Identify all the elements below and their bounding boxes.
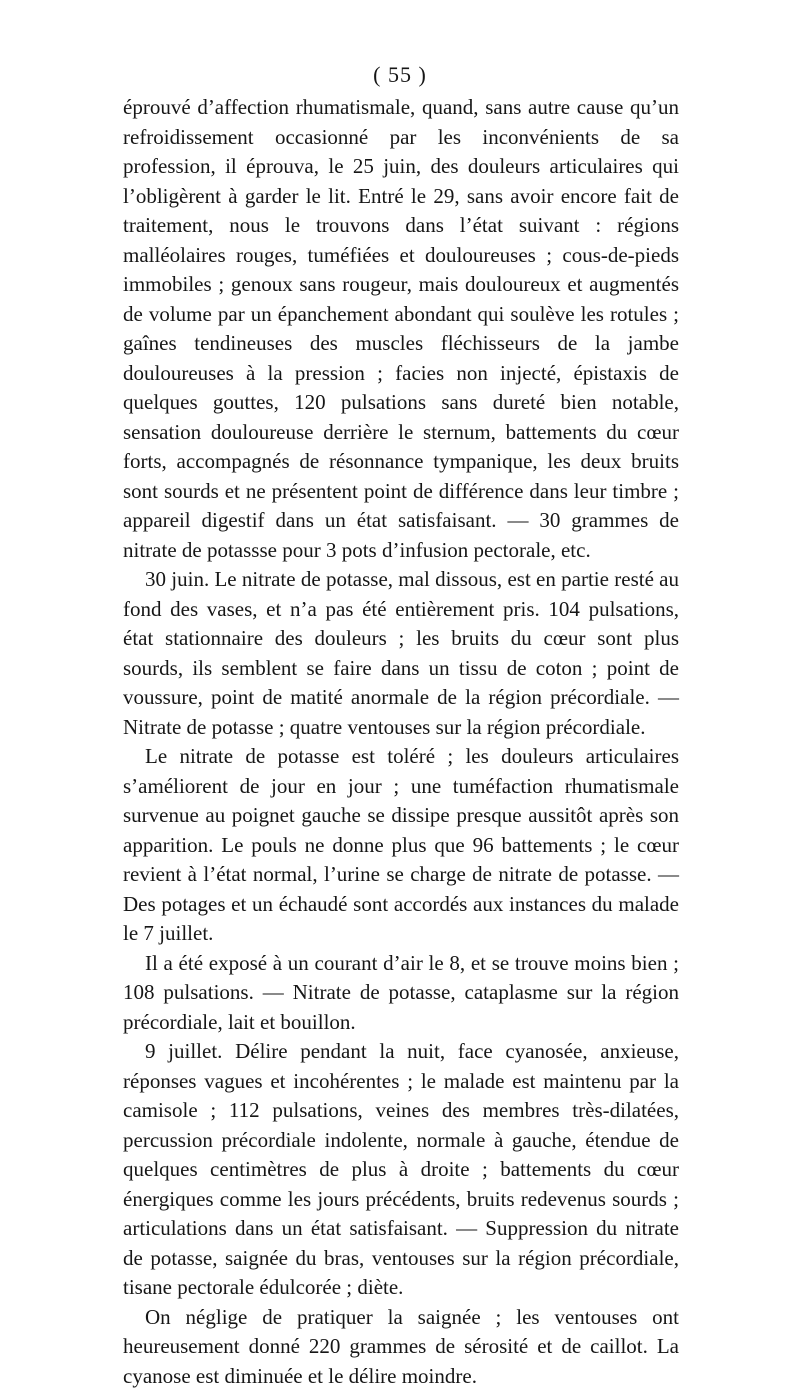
- paragraph-5: 9 juillet. Délire pendant la nuit, face cyanosée, anxieuse, réponses vagues et incohérentes ; le malade est maintenu par la camisole ; 112 pulsations, veines des membres très-dilatées, percussion précordiale indolente, normale à gauche, étendue de quelques centimètres de plus à droite ; battements du cœur énergiques comme les jours précédents, bruits redevenus sourds ; articulations dans un état satisfaisant. — Suppression du nitrate de potasse, saignée du bras, ventouses sur la région précordiale, tisane pectorale édulcorée ; diète.: [123, 1037, 679, 1303]
- page-number: ( 55 ): [0, 62, 800, 88]
- body-text: [123, 93, 679, 1391]
- paragraph-1: éprouvé d’affection rhumatismale, quand, sans autre cause qu’un refroidissement occasionné par les inconvénients de sa profession, il éprouva, le 25 juin, des douleurs articulaires qui l’obligèrent à garder le lit. Entré le 29, sans avoir encore fait de traitement, nous le trouvons dans l’état suivant : régions malléolaires rouges, tuméfiées et douloureuses ; cous-de-pieds immobiles ; genoux sans rougeur, mais douloureux et augmentés de volume par un épanchement abondant qui soulève les rotules ; gaînes tendineuses des muscles fléchisseurs de la jambe douloureuses à la pression ; facies non injecté, épistaxis de quelques gouttes, 120 pulsations sans dureté bien notable, sensation douloureuse derrière le sternum, battements du cœur forts, accompagnés de résonnance tympanique, les deux bruits sont sourds et ne présentent point de différence dans leur timbre ; appareil digestif dans un état satisfaisant. — 30 grammes de nitrate de potassse pour 3 pots d’infusion pectorale, etc.: [123, 93, 679, 565]
- paragraph-2: 30 juin. Le nitrate de potasse, mal dissous, est en partie resté au fond des vases, et n’a pas été entièrement pris. 104 pulsations, état stationnaire des douleurs ; les bruits du cœur sont plus sourds, ils semblent se faire dans un tissu de coton ; point de voussure, point de matité anormale de la région précordiale. — Nitrate de potasse ; quatre ventouses sur la région précordiale.: [123, 565, 679, 742]
- paragraph-3: Le nitrate de potasse est toléré ; les douleurs articulaires s’améliorent de jour en jour ; une tuméfaction rhumatismale survenue au poignet gauche se dissipe presque aussitôt après son apparition. Le pouls ne donne plus que 96 battements ; le cœur revient à l’état normal, l’urine se charge de nitrate de potasse. — Des potages et un échaudé sont accordés aux instances du malade le 7 juillet.: [123, 742, 679, 949]
- paragraph-4: Il a été exposé à un courant d’air le 8, et se trouve moins bien ; 108 pulsations. — Nitrate de potasse, cataplasme sur la région précordiale, lait et bouillon.: [123, 949, 679, 1038]
- paragraph-6: On néglige de pratiquer la saignée ; les ventouses ont heureusement donné 220 grammes de sérosité et de caillot. La cyanose est diminuée et le délire moindre.: [123, 1303, 679, 1391]
